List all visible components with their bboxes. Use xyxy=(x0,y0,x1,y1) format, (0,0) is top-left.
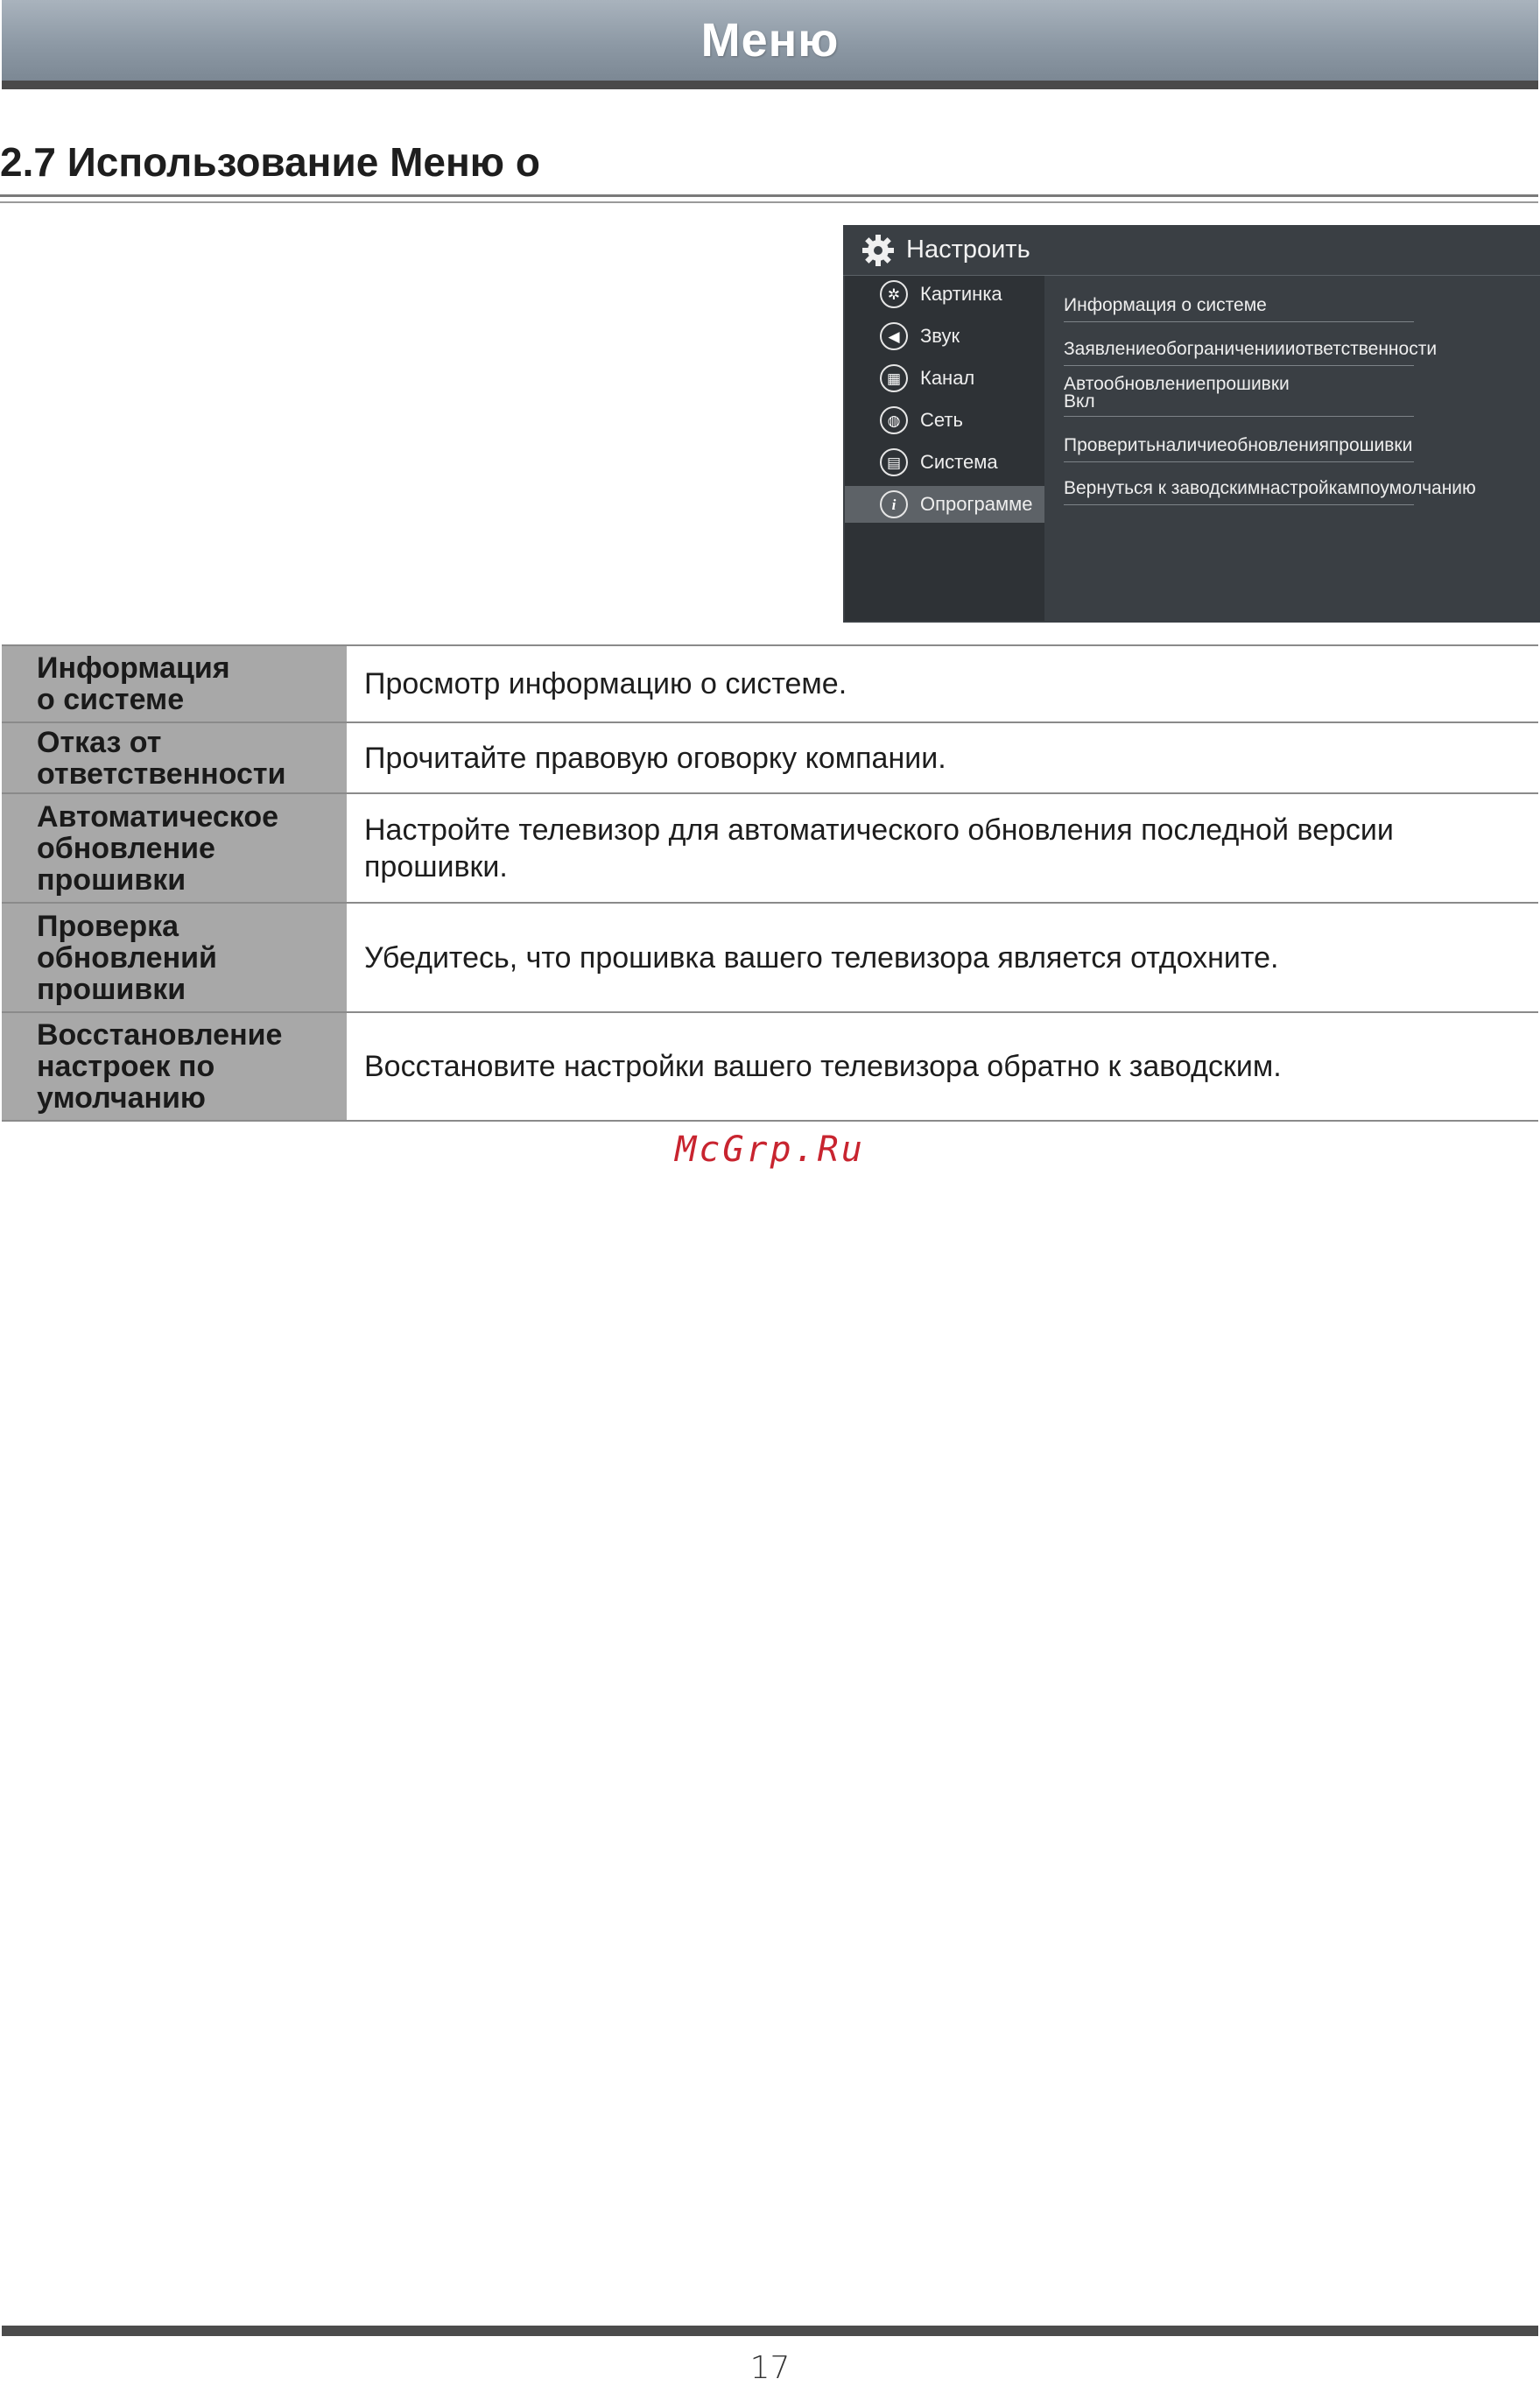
table-value: Прочитайте правовую оговорку компании. xyxy=(347,722,1538,793)
tv-option-label: Заявлениеобограничениииответственности xyxy=(1064,339,1438,359)
tv-menu-header xyxy=(843,225,1540,276)
table-value: Убедитесь, что прошивка вашего телевизора является отдохните. xyxy=(347,903,1538,1012)
table-row xyxy=(2,1012,1538,1121)
tv-option-disclaimer[interactable] xyxy=(1064,339,1438,366)
page-number: 17 xyxy=(749,2350,791,2386)
gear-icon xyxy=(861,233,896,268)
tv-menu-title: Настроить xyxy=(906,236,1030,264)
tv-menu-options xyxy=(1064,276,1528,621)
tv-option-label: Проверитьналичиеобновленияпрошивки xyxy=(1064,435,1413,455)
tv-menu-item-label: Картинка xyxy=(920,283,1002,305)
network-globe-icon: ◍ xyxy=(880,406,908,434)
tv-option-label: Информация о системе xyxy=(1064,295,1267,315)
table-key: Восстановление настроек по умолчанию xyxy=(2,1012,347,1121)
section-title: 2.7 Использование Меню о xyxy=(0,139,540,185)
description-table xyxy=(2,644,1538,1122)
tv-menu-item-label: Канал xyxy=(920,367,975,389)
tv-option-check-update[interactable] xyxy=(1064,435,1414,462)
tv-option-value: Вкл xyxy=(1064,391,1095,412)
channel-grid-icon: ▦ xyxy=(880,364,908,392)
tv-option-label: Автообновлениепрошивки xyxy=(1064,374,1290,394)
tv-menu-item-channel[interactable] xyxy=(845,360,1044,397)
speaker-icon: ◀ xyxy=(880,322,908,350)
tv-menu-item-label: Опрограмме xyxy=(920,493,1033,515)
table-key: Автоматическое обновление прошивки xyxy=(2,793,347,903)
tv-option-system-info[interactable] xyxy=(1064,295,1414,322)
tv-menu-item-about[interactable] xyxy=(845,486,1044,523)
table-value: Просмотр информацию о системе. xyxy=(347,645,1538,722)
tv-option-auto-update[interactable] xyxy=(1064,376,1414,417)
table-key: Проверка обновлений прошивки xyxy=(2,903,347,1012)
table-key: Информация о системе xyxy=(2,645,347,722)
table-value: Восстановите настройки вашего телевизора обратно к заводским. xyxy=(347,1012,1538,1121)
footer-bar xyxy=(2,2326,1538,2336)
system-box-icon: ▤ xyxy=(880,448,908,476)
watermark-text: McGrp.Ru xyxy=(675,1130,865,1170)
table-value: Настройте телевизор для автоматического обновления последной версии прошивки. xyxy=(347,793,1538,903)
tv-menu-item-system[interactable] xyxy=(845,444,1044,481)
table-row xyxy=(2,903,1538,1012)
tv-menu-item-label: Сеть xyxy=(920,409,963,431)
info-icon: i xyxy=(880,490,908,518)
tv-menu-sidebar xyxy=(845,276,1044,621)
table-row xyxy=(2,793,1538,903)
table-key: Отказ от ответственности xyxy=(2,722,347,793)
tv-menu-item-network[interactable] xyxy=(845,402,1044,439)
table-row xyxy=(2,645,1538,722)
header-title: Меню xyxy=(700,14,840,67)
tv-menu-item-sound[interactable] xyxy=(845,318,1044,355)
tv-menu-item-label: Звук xyxy=(920,325,960,347)
tv-menu-item-label: Система xyxy=(920,451,998,473)
tv-option-factory-reset[interactable] xyxy=(1064,478,1476,505)
tv-menu-item-picture[interactable] xyxy=(845,276,1044,313)
tv-menu-screenshot xyxy=(843,225,1540,623)
picture-gear-icon: ✲ xyxy=(880,280,908,308)
tv-option-label: Вернуться к заводскимнастройкампоумолчанию xyxy=(1064,478,1476,498)
header-bar xyxy=(2,0,1538,89)
table-row xyxy=(2,722,1538,793)
section-divider xyxy=(0,194,1538,203)
